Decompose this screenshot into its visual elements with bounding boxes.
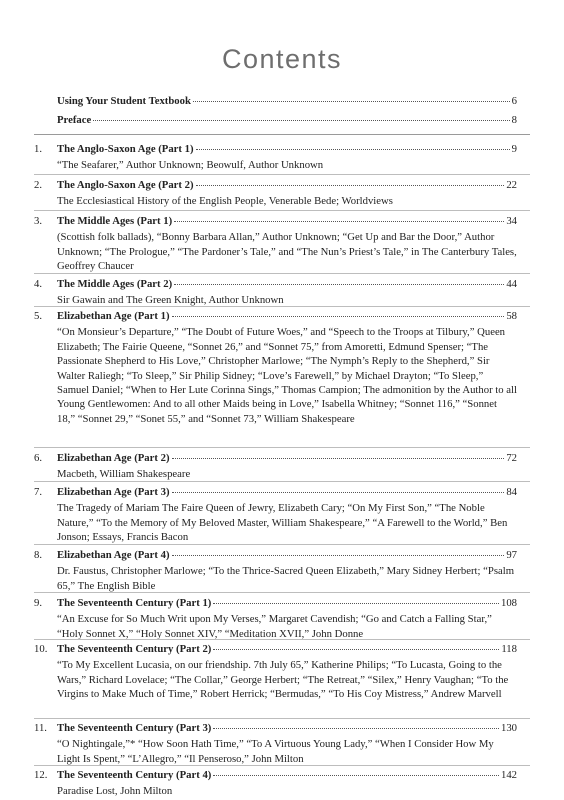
entry-page: 22 <box>506 179 517 191</box>
entry-page: 58 <box>506 310 517 322</box>
toc-entry[interactable] <box>34 548 517 593</box>
entry-description: Dr. Faustus, Christopher Marlowe; “To the Thrice-Sacred Queen Elizabeth,” Mary Sidney Herbert; “Psalm 65,” The English Bible <box>57 565 515 592</box>
entry-number: 7. <box>34 486 43 498</box>
entry-title: The Seventeenth Century (Part 3) <box>57 722 212 734</box>
entry-page: 108 <box>500 597 517 609</box>
divider <box>34 592 530 593</box>
entry-number: 4. <box>34 278 43 290</box>
entry-description: Paradise Lost, John Milton <box>57 785 173 798</box>
entry-page: 44 <box>506 278 517 290</box>
toc-entry[interactable] <box>34 721 517 766</box>
entry-description: The Tragedy of Mariam The Faire Queen of Jewry, Elizabeth Cary; “On My First Son,” “The Noble Nature,” “To the Memory of My Beloved Master, William Shakespeare,” “A Farewell to the World,” Ben Jonson; Essays, Francis Bacon <box>57 502 508 544</box>
entry-page: 130 <box>500 722 517 734</box>
entry-number: 11. <box>34 722 47 734</box>
toc-entry[interactable] <box>34 485 517 545</box>
entry-number: 6. <box>34 452 43 464</box>
divider <box>34 544 530 545</box>
dot-leader <box>172 492 505 493</box>
toc-entry[interactable] <box>34 309 517 426</box>
entry-title: Elizabethan Age (Part 2) <box>57 452 170 464</box>
toc-entry[interactable] <box>34 596 517 641</box>
entry-title: The Anglo-Saxon Age (Part 2) <box>57 179 194 191</box>
entry-description: Sir Gawain and The Green Knight, Author Unknown <box>57 294 284 307</box>
toc-entry[interactable] <box>34 142 517 173</box>
entry-number: 2. <box>34 179 43 191</box>
front-matter-item[interactable] <box>57 95 517 107</box>
divider <box>34 447 530 448</box>
entry-page: 84 <box>506 486 517 498</box>
entry-description: “O Nightingale,”* “How Soon Hath Time,” “To A Virtuous Young Lady,” “When I Consider How My Light Is Spent,” “L’Allegro,” “Il Penseroso,” John Milton <box>57 738 494 765</box>
front-matter-item[interactable] <box>57 114 517 126</box>
entry-title: Elizabethan Age (Part 3) <box>57 486 170 498</box>
entry-number: 8. <box>34 549 43 561</box>
dot-leader <box>213 649 499 650</box>
divider <box>34 306 530 307</box>
divider <box>34 273 530 274</box>
toc-entry[interactable] <box>34 451 517 482</box>
divider <box>34 639 530 640</box>
toc-entry[interactable] <box>34 214 517 274</box>
entry-title: The Anglo-Saxon Age (Part 1) <box>57 143 194 155</box>
entry-page: 97 <box>506 549 517 561</box>
entry-title: The Seventeenth Century (Part 1) <box>57 597 212 609</box>
dot-leader <box>213 728 499 729</box>
entry-page: 72 <box>506 452 517 464</box>
entry-number: 5. <box>34 310 43 322</box>
entry-title: The Seventeenth Century (Part 2) <box>57 643 212 655</box>
front-matter-label: Preface <box>57 114 92 126</box>
divider <box>34 174 530 175</box>
dot-leader <box>213 775 499 776</box>
entry-title: The Seventeenth Century (Part 4) <box>57 769 212 781</box>
dot-leader <box>196 149 510 150</box>
divider <box>34 134 530 135</box>
dot-leader <box>172 316 505 317</box>
entry-number: 12. <box>34 769 48 781</box>
toc-entry[interactable] <box>34 178 517 209</box>
entry-page: 118 <box>501 643 517 655</box>
front-matter-page: 6 <box>511 95 517 107</box>
entry-description: “The Seafarer,” Author Unknown; Beowulf, Author Unknown <box>57 159 324 172</box>
entry-page: 9 <box>511 143 517 155</box>
entry-title: Elizabethan Age (Part 4) <box>57 549 170 561</box>
dot-leader <box>172 555 505 556</box>
entry-page: 34 <box>506 215 517 227</box>
toc-entry[interactable] <box>34 642 517 702</box>
divider <box>34 765 530 766</box>
entry-number: 3. <box>34 215 43 227</box>
entry-number: 10. <box>34 643 48 655</box>
front-matter-page: 8 <box>511 114 517 126</box>
entry-number: 9. <box>34 597 43 609</box>
entry-description: “On Monsieur’s Departure,” “The Doubt of Future Woes,” and “Speech to the Troops at Tilbury,” Queen Elizabeth; The Fairie Queene, “Sonnet 26,” and “Sonnet 75,” from Amoretti, Edmund Spenser; “The Passionate Shepherd to His Love,” Christopher Marlowe; “The Nymph’s Reply to the Shepherd,” Sir Walter Raliegh; “To Sleep,” Sir Philip Sidney; “Love’s Farewell,” by Michael Drayton; “To Sleep,” Samuel Daniel; “When to Her Lute Corinna Sings,” Thomas Campion; The admonition by the Author to all Young Gentlewomen: And to all other Maids being in Love,” Isabella Whitney; “Sonnet 116,” “Sonnet 18,” “Sonnet 29,” “Sonet 55,” and “Sonnet 73,” William Shakespeare <box>57 326 517 425</box>
dot-leader <box>213 603 499 604</box>
dot-leader <box>174 284 504 285</box>
toc-entry[interactable] <box>34 768 517 799</box>
entry-page: 142 <box>500 769 517 781</box>
entry-title: Elizabethan Age (Part 1) <box>57 310 170 322</box>
entry-description: “To My Excellent Lucasia, on our friendship. 7th July 65,” Katherine Philips; “To Lucasta, Going to the Wars,” Richard Lovelace; “The Collar,” George Herbert; “The Retreat,” “Silex,” Henry Vaughan; “To the Virgins to Make Much of Time,” Robert Herrick; “Bermudas,” “To His Coy Mistress,” Andrew Marvell <box>57 659 509 701</box>
dot-leader <box>93 120 509 121</box>
divider <box>34 481 530 482</box>
page-title: Contents <box>221 44 343 74</box>
front-matter-label: Using Your Student Textbook <box>57 95 191 107</box>
entry-title: The Middle Ages (Part 1) <box>57 215 173 227</box>
entry-description: The Ecclesiastical History of the English People, Venerable Bede; Worldviews <box>57 195 393 208</box>
entry-number: 1. <box>34 143 43 155</box>
entry-description: (Scottish folk ballads), “Bonny Barbara Allan,” Author Unknown; “Get Up and Bar the Door,” Author Unknown; “The Prologue,” “The Pardoner’s Tale,” and “The Nun’s Priest’s Tale,” in The Canterbury Tales, Geoffrey Chaucer <box>57 231 517 273</box>
entry-title: The Middle Ages (Part 2) <box>57 278 173 290</box>
dot-leader <box>196 185 505 186</box>
divider <box>34 718 530 719</box>
entry-description: Macbeth, William Shakespeare <box>57 468 191 481</box>
divider <box>34 210 530 211</box>
dot-leader <box>193 101 510 102</box>
toc-entry[interactable] <box>34 277 517 308</box>
dot-leader <box>172 458 505 459</box>
dot-leader <box>174 221 504 222</box>
entry-description: “An Excuse for So Much Writ upon My Verses,” Margaret Cavendish; “Go and Catch a Falling Star,” “Holy Sonnet X,” “Holy Sonnet XIV,” “Meditation XVII,” John Donne <box>57 613 492 640</box>
